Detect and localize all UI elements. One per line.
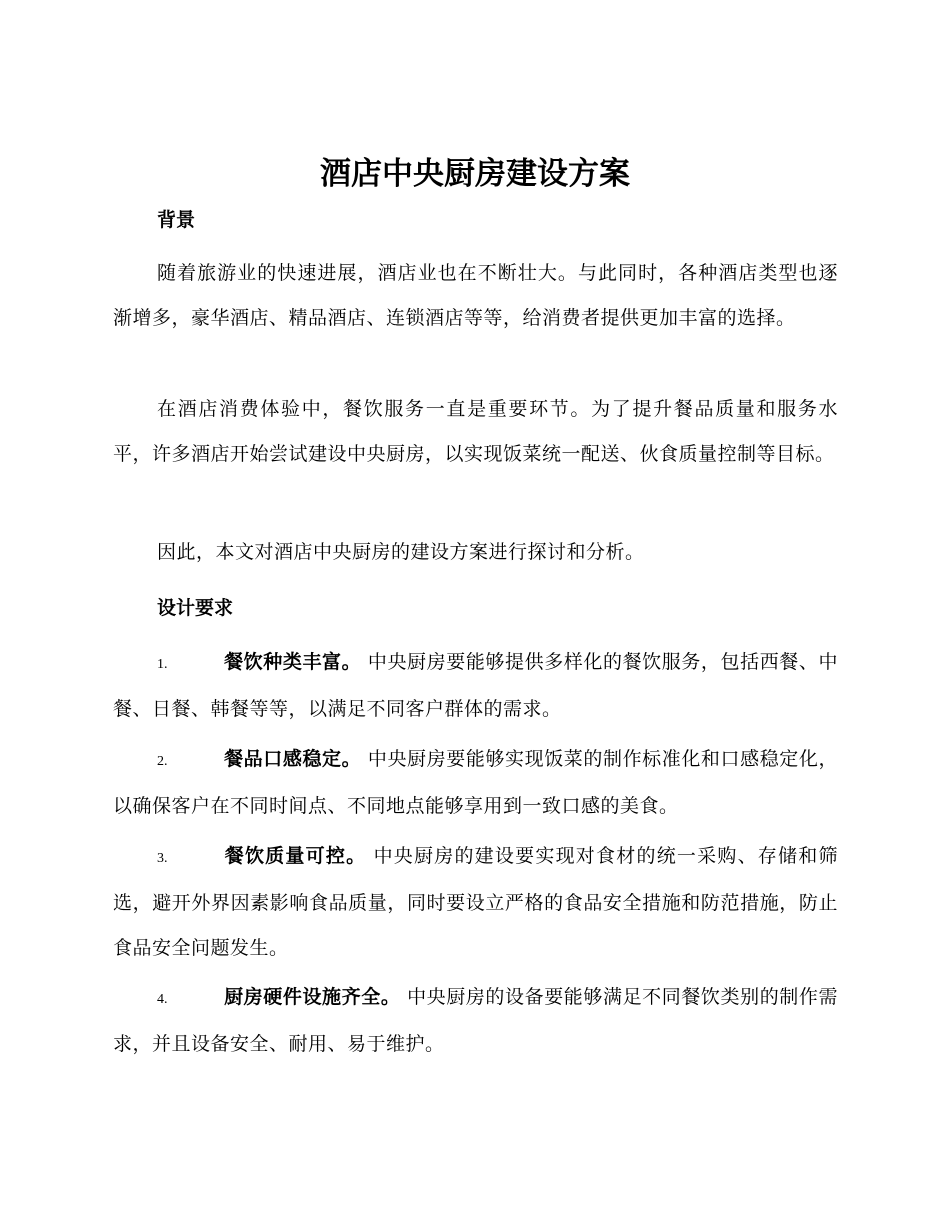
list-item — [113, 834, 838, 971]
document-title: 酒店中央厨房建设方案 — [320, 156, 630, 192]
background-paragraph-2: 在酒店消费体验中，餐饮服务一直是重要环节。为了提升餐品质量和服务水平，许多酒店开始尝试建设中央厨房，以实现饭菜统一配送、伙食质量控制等目标。 — [113, 398, 838, 465]
list-number: 1. — [157, 657, 168, 672]
list-item-lead: 厨房硬件设施齐全。 — [224, 986, 401, 1008]
section-heading-requirements: 设计要求 — [157, 597, 234, 619]
list-item — [113, 737, 838, 829]
list-item-lead: 餐饮种类丰富。 — [224, 651, 362, 673]
list-item-text: 中央厨房的设备要能够满足不同餐饮类别的制作需求，并且设备安全、耐用、易于维护。 — [113, 986, 838, 1055]
list-item-text: 中央厨房要能够实现饭菜的制作标准化和口感稳定化，以确保客户在不同时间点、不同地点能够享用到一致口感的美食。 — [113, 748, 838, 817]
background-paragraph-3: 因此，本文对酒店中央厨房的建设方案进行探讨和分析。 — [157, 541, 645, 563]
list-number: 3. — [157, 851, 168, 866]
list-item — [113, 975, 838, 1067]
section-heading-background: 背景 — [157, 209, 196, 231]
list-item-lead: 餐饮质量可控。 — [224, 845, 367, 867]
list-item — [113, 640, 838, 732]
list-item-text: 中央厨房的建设要实现对食材的统一采购、存储和筛选，避开外界因素影响食品质量，同时要设立严格的食品安全措施和防范措施，防止食品安全问题发生。 — [113, 845, 838, 959]
list-item-text: 中央厨房要能够提供多样化的餐饮服务，包括西餐、中餐、日餐、韩餐等等，以满足不同客户群体的需求。 — [113, 651, 838, 720]
list-item-lead: 餐品口感稳定。 — [224, 748, 362, 770]
background-paragraph-1: 随着旅游业的快速进展，酒店业也在不断壮大。与此同时，各种酒店类型也逐渐增多，豪华酒店、精品酒店、连锁酒店等等，给消费者提供更加丰富的选择。 — [113, 262, 838, 329]
list-number: 4. — [157, 992, 168, 1007]
list-number: 2. — [157, 754, 168, 769]
